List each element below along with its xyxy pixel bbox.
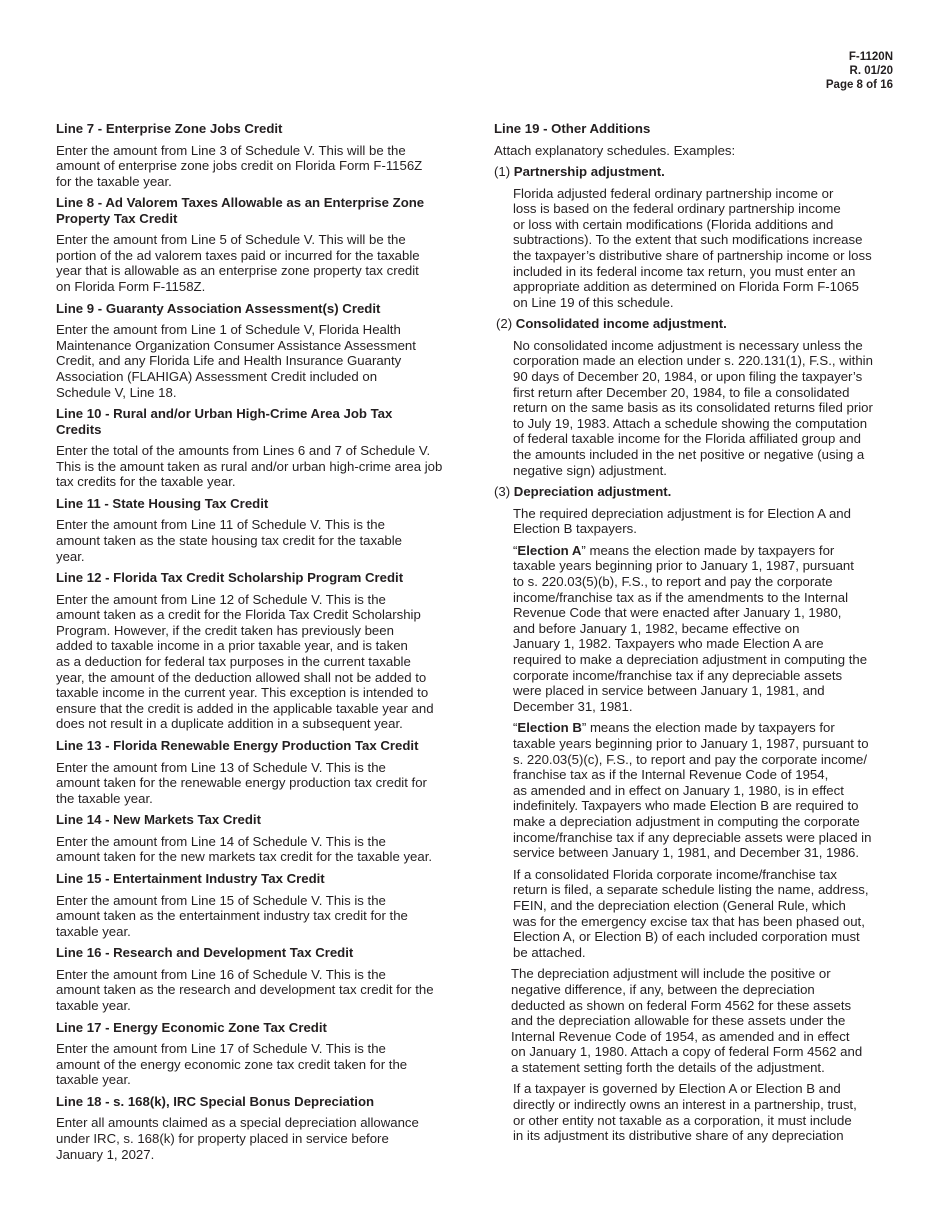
section-line-18 [56, 1094, 459, 1162]
open-quote: “ [513, 720, 518, 736]
section-title: Line 18 - s. 168(k), IRC Special Bonus Depreciation [56, 1093, 375, 1109]
section-text: Enter the amount from Line 16 of Schedule V. This is the amount taken as the research and development tax credit for the taxable year. [56, 966, 434, 1013]
section-text: Enter the amount from Line 13 of Schedule V. This is the amount taken for the renewable energy production tax credit for the taxable year. [56, 759, 427, 806]
page-number: Page 8 of 16 [825, 79, 893, 91]
item-number: (1) [494, 164, 511, 180]
section-line-13 [56, 738, 459, 806]
left-column [56, 121, 459, 1168]
item-label: Depreciation adjustment. [513, 484, 672, 500]
section-title: Line 17 - Energy Economic Zone Tax Credit [56, 1019, 327, 1035]
form-revision: R. 01/20 [849, 65, 893, 77]
election-b-label: Election B [517, 720, 582, 736]
section-line-7 [56, 121, 459, 189]
section-line-9 [56, 301, 459, 400]
open-quote: “ [513, 542, 518, 558]
section-title-line-19: Line 19 - Other Additions [494, 121, 651, 136]
section-text: Enter the amount from Line 1 of Schedule V, Florida Health Maintenance Organization Consumer Assistance Assessment Credit, and any Florida Life and Health Insurance Guaranty Association (FLAHIGA) Assessment Credit included on Schedule V, Line 18. [56, 322, 416, 400]
section-text: Enter the amount from Line 5 of Schedule V. This will be the portion of the ad valorem taxes paid or incurred for the taxable year that is allowable as an enterprise zone property tax credit on Florida Form F-1158Z. [56, 232, 420, 295]
section-text: Enter the total of the amounts from Lines 6 and 7 of Schedule V. This is the amount taken as rural and/or urban high-crime area job tax credits for the taxable year. [56, 443, 443, 490]
section-line-15 [56, 871, 459, 939]
form-number: F-1120N [848, 51, 893, 63]
section-line-14 [56, 812, 459, 865]
section-title: Line 13 - Florida Renewable Energy Production Tax Credit [56, 738, 419, 754]
section-text: Enter all amounts claimed as a special depreciation allowance under IRC, s. 168(k) for property placed in service before January 1, 2027. [56, 1115, 419, 1162]
section-text: Enter the amount from Line 15 of Schedule V. This is the amount taken as the entertainment industry tax credit for the taxable year. [56, 892, 408, 939]
section-line-12 [56, 570, 459, 732]
item-number: (3) [494, 484, 511, 500]
election-b-text: ” means the election made by taxpayers for taxable years beginning prior to January 1, 1987, pursuant to s. 220.03(5)(c), F.S., to report and pay the corporate income/ franchise tax as if the Internal Revenue Code of 1954, as amended and in effect on January 1, 1980, is in effect indefinitely. Taxpayers who made Election B are required to make a depreciation adjustment in computing the corporate income/franchise tax if any depreciable assets were placed in service between January 1, 1981, and December 31, 1986. [513, 720, 872, 861]
adjustment-difference-text: The depreciation adjustment will include the positive or negative difference, if any, between the depreciation deducted as shown on federal Form 4562 for these assets and the depreciation allowable for these assets under the Internal Revenue Code of 1954, as amended and in effect on January 1, 1980. Attach a copy of federal Form 4562 and a statement setting forth the details of the adjustment. [511, 966, 863, 1075]
section-line-8 [56, 195, 459, 294]
election-a-label: Election A [517, 542, 582, 558]
section-line-10 [56, 406, 459, 490]
item-text: The required depreciation adjustment is for Election A and Election B taxpayers. [513, 505, 851, 537]
section-text: Enter the amount from Line 11 of Schedule V. This is the amount taken as the state housing tax credit for the taxable year. [56, 517, 403, 564]
item-label: Consolidated income adjustment. [515, 316, 727, 332]
election-a-text: ” means the election made by taxpayers for taxable years beginning prior to January 1, 1987, pursuant to s. 220.03(5)(b), F.S., to report and pay the corporate income/franchise tax as if the amendments to the Internal Revenue Code that were enacted after January 1, 1980, and before January 1, 1982, became effective on January 1, 1982. Taxpayers who made Election A are required to make a depreciation adjustment in computing the corporate income/franchise tax if any depreciable assets were placed in service between January 1, 1981, and December 31, 1981. [513, 542, 868, 714]
right-column [494, 121, 898, 1150]
section-title: Line 16 - Research and Development Tax Credit [56, 945, 354, 961]
section-title: Line 7 - Enterprise Zone Jobs Credit [56, 121, 283, 136]
section-line-11 [56, 496, 459, 564]
section-intro: Attach explanatory schedules. Examples: [494, 142, 736, 158]
section-text: Enter the amount from Line 14 of Schedule V. This is the amount taken for the new markets tax credit for the taxable year. [56, 833, 433, 865]
item-number: (2) [496, 316, 513, 332]
election-a-paragraph [513, 543, 898, 715]
section-title: Line 14 - New Markets Tax Credit [56, 812, 261, 828]
section-title: Line 15 - Entertainment Industry Tax Credit [56, 871, 325, 886]
section-line-17 [56, 1020, 459, 1088]
item-consolidated-income-adjustment [496, 316, 898, 332]
section-title: Line 10 - Rural and/or Urban High-Crime Area Job Tax Credits [56, 406, 393, 437]
partnership-interest-text: If a taxpayer is governed by Election A or Election B and directly or indirectly owns an interest in a partnership, trust, or other entity not taxable as a corporation, it must include in its adjustment its distributive share of any depreciation [513, 1081, 857, 1144]
section-title: Line 11 - State Housing Tax Credit [56, 495, 269, 511]
section-title: Line 9 - Guaranty Association Assessment(s) Credit [56, 300, 381, 316]
section-text: Enter the amount from Line 17 of Schedule V. This is the amount of the energy economic zone tax credit taken for the taxable year. [56, 1041, 408, 1088]
section-text: Enter the amount from Line 12 of Schedule V. This is the amount taken as a credit for the Florida Tax Credit Scholarship Program. However, if the credit taken has previously been added to taxable income in a prior taxable year, and is taken as a deduction for federal tax purposes in the current taxable year, the amount of the deduction allowed shall not be added to taxable income in the current year. This exception is intended to ensure that the credit is added in the applicable taxable year and does not result in a duplicate addition in a subsequent year. [56, 591, 434, 732]
item-text: Florida adjusted federal ordinary partnership income or loss is based on the federal ordinary partnership income or loss with certain modifications (Florida additions and subtractions). To the extent that such modifications increase the taxpayer’s distributive share of partnership income or loss included in its federal income tax return, you must enter an appropriate addition as determined on Florida Form F-1065 on Line 19 of this schedule. [513, 185, 872, 310]
item-label: Partnership adjustment. [513, 164, 665, 180]
form-header [826, 50, 893, 92]
item-text: No consolidated income adjustment is necessary unless the corporation made an election under s. 220.131(1), F.S., within 90 days of December 20, 1984, or upon filing the taxpayer’s first return after December 20, 1984, to file a consolidated return on the same basis as its consolidated returns filed prior to July 19, 1983. Attach a schedule showing the computation of federal taxable income for the Florida affiliated group and the amounts included in the net positive or negative (using a negative sign) adjustment. [513, 337, 873, 478]
item-depreciation-adjustment [494, 484, 898, 500]
section-text: Enter the amount from Line 3 of Schedule V. This will be the amount of enterprise zone jobs credit on Florida Form F-1156Z for the taxable year. [56, 142, 423, 189]
section-title: Line 8 - Ad Valorem Taxes Allowable as an Enterprise Zone Property Tax Credit [56, 195, 425, 226]
consolidated-schedule-text: If a consolidated Florida corporate income/franchise tax return is filed, a separate schedule listing the name, address, FEIN, and the depreciation election (General Rule, which was for the emergency excise tax that has been phased out, Election A, or Election B) of each included corporation must be attached. [513, 866, 869, 960]
section-title: Line 12 - Florida Tax Credit Scholarship Program Credit [56, 570, 404, 586]
election-b-paragraph [513, 720, 898, 860]
section-line-16 [56, 945, 459, 1013]
item-partnership-adjustment [494, 164, 898, 180]
